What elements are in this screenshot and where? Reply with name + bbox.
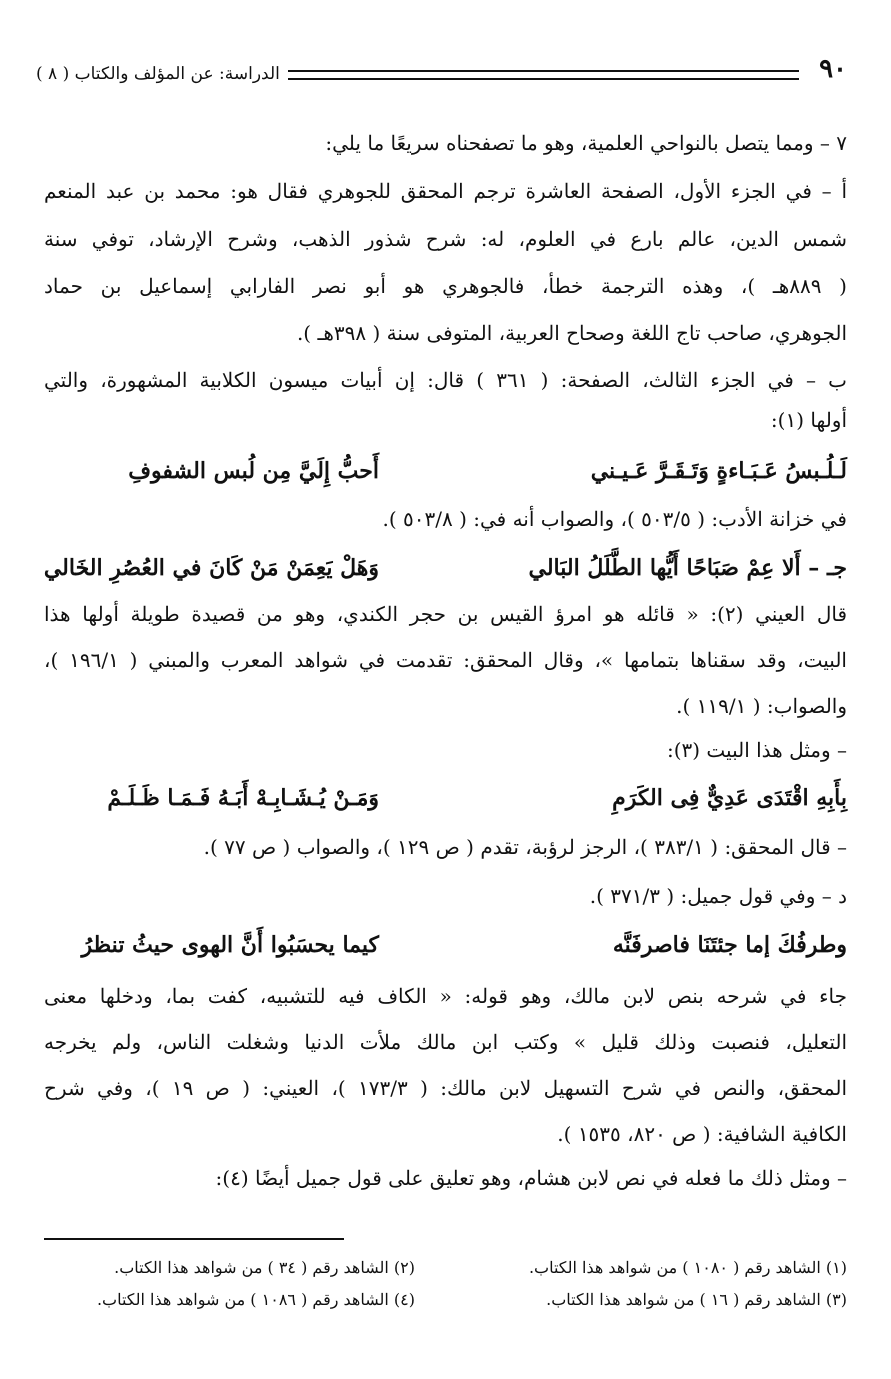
paragraph-line: في خزانة الأدب: ( ٥٠٣/٥ )، والصواب أنه في: ( ٥٠٣/٨ ). xyxy=(382,507,847,531)
paragraph-line: والصواب: ( ١١٩/١ ). xyxy=(676,694,847,718)
paragraph-line: المحقق، والنص في شرح التسهيل لابن مالك: ( ١٧٣/٣ )، العيني: ( ص ١٩ )، وفي شرح xyxy=(44,1076,847,1100)
verse-hemistich: كيما يحسَبُوا أَنَّ الهوى حيثُ تنظرُ xyxy=(81,932,379,958)
paragraph-line: جاء في شرحه بنص لابن مالك، وهو قوله: « الكاف فيه للتشبيه، كفت بما، ودخلها معنى xyxy=(44,984,847,1008)
page-number: ٩٠ xyxy=(819,54,847,84)
verse-hemistich: جـ – أَلا عِمْ صَبَاحًا أَيُّها الطَّلَلُ البَالي xyxy=(528,555,847,581)
paragraph-line: ( ٨٨٩هـ )، وهذه الترجمة خطأ، فالجوهري هو أبو نصر الفارابي إسماعيل بن حماد xyxy=(44,274,847,298)
footnote: (٣) الشاهد رقم ( ١٦ ) من شواهد هذا الكتاب. xyxy=(546,1290,847,1309)
paragraph-line: أ – في الجزء الأول، الصفحة العاشرة ترجم المحقق للجوهري فقال هو: محمد بن عبد المنعم xyxy=(44,179,847,203)
paragraph-line: شمس الدين، عالم بارع في العلوم، له: شرح شذور الذهب، وشرح الإرشاد، توفي سنة xyxy=(44,227,847,251)
verse-hemistich: أَحبُّ إِلَيَّ مِن لُبس الشفوفِ xyxy=(128,458,379,484)
page-header xyxy=(36,54,847,94)
header-double-rule xyxy=(288,70,799,80)
paragraph-line: – قال المحقق: ( ٣٨٣/١ )، الرجز لرؤبة، تقدم ( ص ١٢٩ )، والصواب ( ص ٧٧ ). xyxy=(203,835,847,859)
paragraph-line: – ومثل ذلك ما فعله في نص لابن هشام، وهو تعليق على قول جميل أيضًا (٤): xyxy=(215,1166,847,1190)
paragraph-line: الجوهري، صاحب تاج اللغة وصحاح العربية، المتوفى سنة ( ٣٩٨هـ ). xyxy=(296,321,847,345)
verse-hemistich: وَمَـنْ يُـشَـابِـهْ أَبَـهُ فَـمَـا ظَـلَـمْ xyxy=(107,785,379,811)
verse-hemistich: بِأَبِهِ اقْتَدَى عَدِيٌّ فِى الكَرَمِ xyxy=(612,785,847,811)
verse-hemistich: لَـلُـبسُ عَـبَـاءةٍ وَتَـقَـرَّ عَـيـني xyxy=(590,458,847,484)
footnote: (١) الشاهد رقم ( ١٠٨٠ ) من شواهد هذا الكتاب. xyxy=(528,1258,847,1277)
paragraph-line: البيت، وقد سقناها بتمامها »، وقال المحقق: تقدمت في شواهد المعرب والمبني ( ١٩٦/١ )، xyxy=(44,648,847,672)
paragraph-line: ٧ – ومما يتصل بالنواحي العلمية، وهو ما تصفحناه سريعًا ما يلي: xyxy=(325,131,847,155)
verse-hemistich: وطرفُكَ إما جئتَنَا فاصرفَنَّه xyxy=(612,932,847,958)
footnote-separator xyxy=(44,1238,344,1240)
running-title: الدراسة: عن المؤلف والكتاب ( ٨ ) xyxy=(36,64,280,84)
paragraph-line: قال العيني (٢): « قائله هو امرؤ القيس بن حجر الكندي، وهو من قصيدة طويلة أولها هذا xyxy=(44,602,847,626)
paragraph-line: التعليل، فنصبت وذلك قليل » وكتب ابن مالك ملأت الدنيا وشغلت الناس، ولم يخرجه xyxy=(44,1030,847,1054)
paragraph-line: ب – في الجزء الثالث، الصفحة: ( ٣٦١ ) قال: إن أبيات ميسون الكلابية المشهورة، والتي xyxy=(44,368,848,392)
footnote: (٢) الشاهد رقم ( ٣٤ ) من شواهد هذا الكتاب. xyxy=(114,1258,415,1277)
verse-hemistich: وَهَلْ يَعِمَنْ مَنْ كَانَ في العُصُرِ الخَالي xyxy=(43,555,379,581)
paragraph-line: الكافية الشافية: ( ص ٨٢٠، ١٥٣٥ ). xyxy=(557,1122,847,1146)
paragraph-line: – ومثل هذا البيت (٣): xyxy=(666,738,847,762)
paragraph-line: أولها (١): xyxy=(770,408,847,432)
footnote: (٤) الشاهد رقم ( ١٠٨٦ ) من شواهد هذا الكتاب. xyxy=(96,1290,415,1309)
paragraph-line: د – وفي قول جميل: ( ٣٧١/٣ ). xyxy=(589,884,847,908)
